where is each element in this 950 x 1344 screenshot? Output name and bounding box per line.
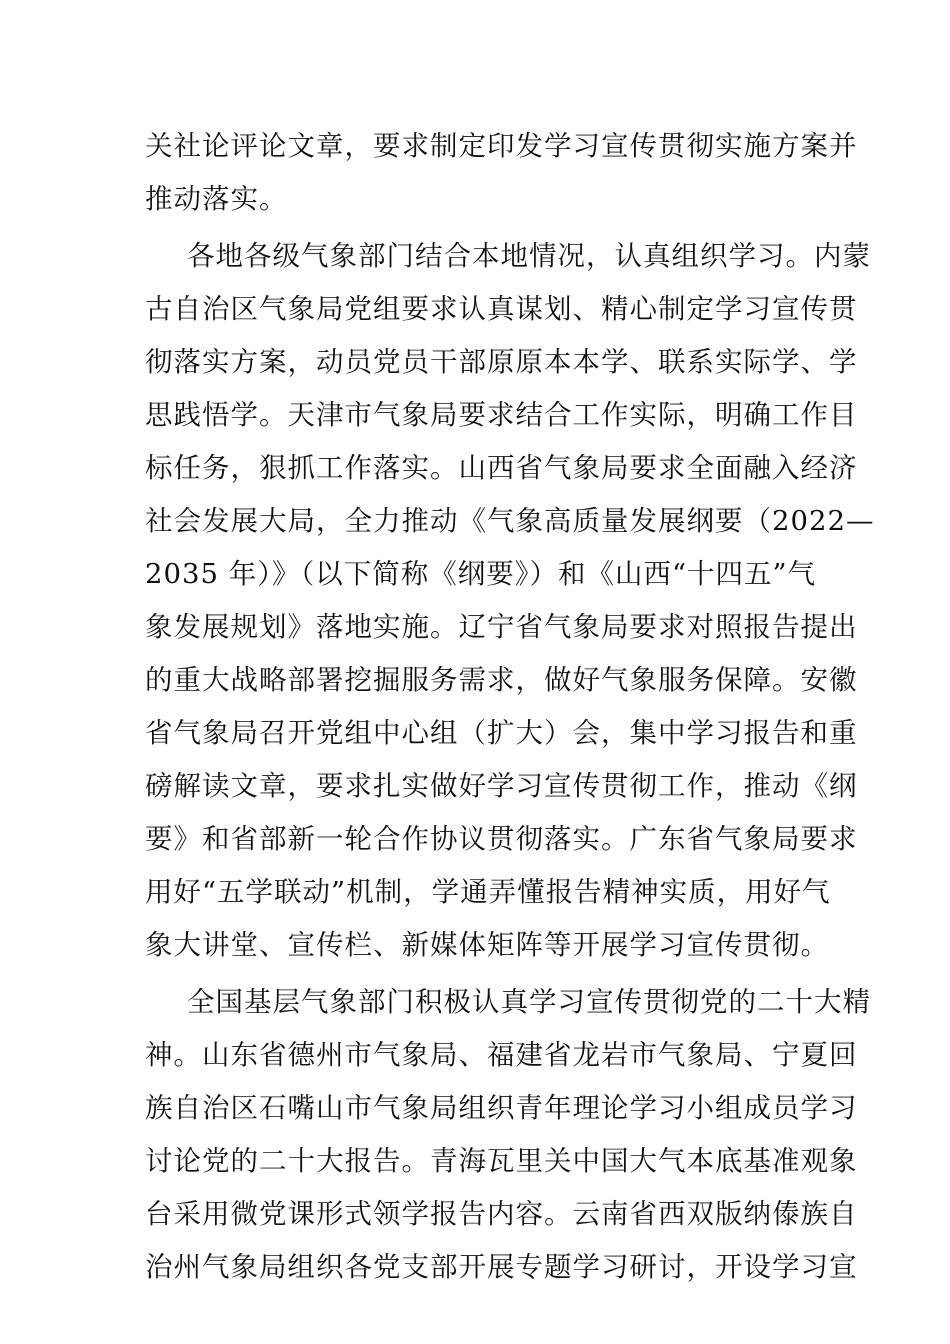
text-line: 2035 年）》（以下简称《纲要》）和《山西“十四五”气 (145, 558, 817, 590)
text-line: 族自治区石嘴山市气象局组织青年理论学习小组成员学习 (145, 1092, 858, 1124)
document-body (145, 120, 875, 1294)
text-line: 社会发展大局，全力推动《气象高质量发展纲要（2022— (145, 505, 875, 537)
text-line: 思践悟学。天津市气象局要求结合工作实际，明确工作目 (145, 399, 858, 431)
text-line: 象大讲堂、宣传栏、新媒体矩阵等开展学习宣传贯彻。 (145, 929, 829, 961)
text-line: 彻落实方案，动员党员干部原原本本学、联系实际学、学 (145, 346, 858, 378)
text-line: 象发展规划》落地实施。辽宁省气象局要求对照报告提出 (145, 611, 858, 643)
paragraph-start-line: 各地各级气象部门结合本地情况，认真组织学习。内蒙 (187, 240, 871, 272)
text-line: 治州气象局组织各党支部开展专题学习研讨，开设学习宣 (145, 1251, 858, 1283)
text-line: 要》和省部新一轮合作协议贯彻落实。广东省气象局要求 (145, 823, 858, 855)
text-line: 的重大战略部署挖掘服务需求，做好气象服务保障。安徽 (145, 664, 858, 696)
text-line: 省气象局召开党组中心组（扩大）会，集中学习报告和重 (145, 717, 858, 749)
text-line: 标任务，狠抓工作落实。山西省气象局要求全面融入经济 (145, 452, 858, 484)
text-line: 古自治区气象局党组要求认真谋划、精心制定学习宣传贯 (145, 293, 858, 325)
text-line: 讨论党的二十大报告。青海瓦里关中国大气本底基准观象 (145, 1145, 858, 1177)
text-line: 磅解读文章，要求扎实做好学习宣传贯彻工作，推动《纲 (145, 770, 858, 802)
text-line: 关社论评论文章，要求制定印发学习宣传贯彻实施方案并 (145, 130, 858, 162)
text-line: 推动落实。 (145, 183, 288, 215)
text-line: 用好“五学联动”机制，学通弄懂报告精神实质，用好气 (145, 876, 831, 908)
paragraph-start-line: 全国基层气象部门积极认真学习宣传贯彻党的二十大精 (187, 986, 871, 1018)
text-line: 神。山东省德州市气象局、福建省龙岩市气象局、宁夏回 (145, 1039, 858, 1071)
text-line: 台采用微党课形式领学报告内容。云南省西双版纳傣族自 (145, 1198, 858, 1230)
